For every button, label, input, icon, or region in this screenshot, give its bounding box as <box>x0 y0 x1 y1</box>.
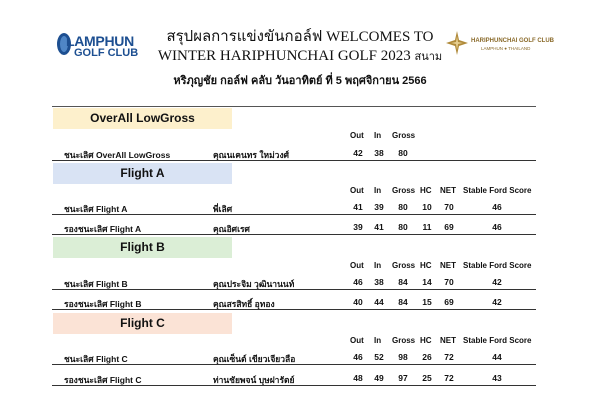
col-header-out: Out <box>350 186 364 195</box>
col-header-stableford: Stable Ford Score <box>463 186 532 195</box>
section-band-overall <box>53 108 535 129</box>
player-name: พี่เลิศ <box>213 204 233 214</box>
lamphun-golf-club-logo <box>52 30 152 64</box>
award-label: รองชนะเลิศ Flight B <box>64 299 142 309</box>
section-title-flight-c: Flight C <box>120 316 165 330</box>
score-stableford: 42 <box>492 277 502 287</box>
row-underline <box>52 364 536 365</box>
col-header-gross: Gross <box>392 261 416 270</box>
award-label: ชนะเลิศ OverAll LowGross <box>64 150 171 160</box>
page-title-line2 <box>150 47 450 65</box>
score-out: 40 <box>353 297 363 307</box>
section-title-flight-b: Flight B <box>120 240 165 254</box>
col-header-in: In <box>374 261 382 270</box>
score-out: 46 <box>353 277 363 287</box>
col-header-stableford: Stable Ford Score <box>463 336 532 345</box>
score-net: 70 <box>444 202 454 212</box>
col-header-gross: Gross <box>392 336 416 345</box>
score-net: 69 <box>444 222 454 232</box>
score-hc: 14 <box>422 277 432 287</box>
page-subtitle: หริภุญชัย กอล์ฟ คลับ วันอาทิตย์ ที่ 5 พฤศจิกายน 2566 <box>173 75 427 87</box>
score-stableford: 42 <box>492 297 502 307</box>
col-header-hc: HC <box>420 261 432 270</box>
col-header-out: Out <box>350 131 364 140</box>
score-out: 41 <box>353 202 363 212</box>
row-underline <box>52 160 536 161</box>
col-header-in: In <box>374 131 382 140</box>
score-in: 38 <box>374 148 384 158</box>
player-name: คุณสรสิทธิ์ อุทอง <box>213 299 275 309</box>
col-header-in: In <box>374 186 382 195</box>
player-name: คุณนเคนทร ใหม่วงศ์ <box>213 150 289 160</box>
player-name: คุณประจิม วุฒินานนท์ <box>213 279 295 289</box>
score-in: 38 <box>374 277 384 287</box>
award-label: ชนะเลิศ Flight A <box>64 204 128 214</box>
score-gross: 84 <box>398 277 408 287</box>
score-in: 52 <box>374 352 384 362</box>
star-emblem-icon <box>445 30 469 56</box>
score-net: 72 <box>444 373 454 383</box>
score-stableford: 46 <box>492 222 502 232</box>
row-underline <box>52 234 536 235</box>
score-out: 48 <box>353 373 363 383</box>
score-out: 46 <box>353 352 363 362</box>
hariphunchai-golf-club-logo <box>443 30 554 60</box>
score-in: 49 <box>374 373 384 383</box>
score-hc: 25 <box>422 373 432 383</box>
page-title-event: WINTER HARIPHUNCHAI GOLF 2023 <box>157 48 411 64</box>
award-label: ชนะเลิศ Flight C <box>64 354 128 364</box>
score-net: 69 <box>444 297 454 307</box>
player-name: ท่านชัยพจน์ บุษฝารัตย์ <box>213 375 295 385</box>
section-title-overall: OverAll LowGross <box>90 111 195 125</box>
section-band-flight-b <box>53 237 535 258</box>
score-in: 41 <box>374 222 384 232</box>
col-header-in: In <box>374 336 382 345</box>
player-name: คุณอิศเรศ <box>213 224 250 234</box>
col-header-out: Out <box>350 261 364 270</box>
partner-logo-line2: LAMPHUN ● THAILAND <box>481 46 531 51</box>
page-title-suffix: สนาม <box>414 51 443 63</box>
col-header-net: NET <box>440 261 456 270</box>
col-header-out: Out <box>350 336 364 345</box>
score-gross: 80 <box>398 202 408 212</box>
row-underline <box>52 214 536 215</box>
score-hc: 26 <box>422 352 432 362</box>
score-gross: 80 <box>398 148 408 158</box>
score-net: 70 <box>444 277 454 287</box>
score-hc: 11 <box>422 222 432 232</box>
col-header-gross: Gross <box>392 131 416 140</box>
col-header-net: NET <box>440 186 456 195</box>
score-in: 39 <box>374 202 384 212</box>
col-header-hc: HC <box>420 186 432 195</box>
club-logo-line1: LAMPHUN <box>66 33 134 49</box>
partner-logo-line1: HARIPHUNCHAI GOLF CLUB <box>471 38 554 44</box>
col-header-hc: HC <box>420 336 432 345</box>
score-hc: 15 <box>422 297 432 307</box>
section-divider <box>52 106 536 107</box>
col-header-gross: Gross <box>392 186 416 195</box>
award-label: ชนะเลิศ Flight B <box>64 279 128 289</box>
score-stableford: 43 <box>492 373 502 383</box>
award-label: รองชนะเลิศ Flight A <box>64 224 142 234</box>
page-title-line1: สรุปผลการแข่งขันกอล์ฟ WELCOMES TO <box>166 29 434 45</box>
section-band-flight-a <box>53 163 535 184</box>
score-out: 42 <box>353 148 363 158</box>
col-header-stableford: Stable Ford Score <box>463 261 532 270</box>
award-label: รองชนะเลิศ Flight C <box>64 375 142 385</box>
score-net: 72 <box>444 352 454 362</box>
row-underline <box>52 289 536 290</box>
score-stableford: 44 <box>492 352 502 362</box>
player-name: คุณเซ็นต์ เขียวเจียวลือ <box>213 354 296 364</box>
score-stableford: 46 <box>492 202 502 212</box>
score-hc: 10 <box>422 202 432 212</box>
score-gross: 84 <box>398 297 408 307</box>
row-underline <box>52 309 536 310</box>
col-header-net: NET <box>440 336 456 345</box>
club-logo-line2: GOLF CLUB <box>74 47 139 59</box>
score-in: 44 <box>374 297 384 307</box>
row-underline <box>52 385 536 386</box>
score-out: 39 <box>353 222 363 232</box>
score-gross: 97 <box>398 373 408 383</box>
section-title-flight-a: Flight A <box>120 166 165 180</box>
score-gross: 98 <box>398 352 408 362</box>
score-gross: 80 <box>398 222 408 232</box>
section-band-flight-c <box>53 313 535 334</box>
